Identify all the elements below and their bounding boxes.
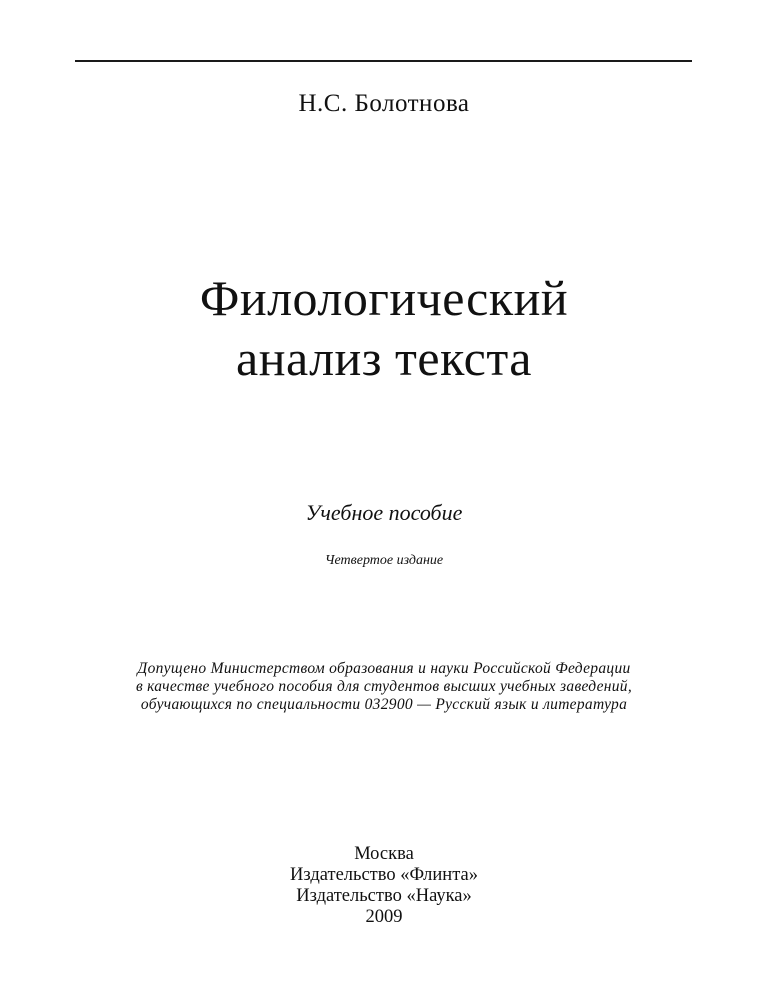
book-title-line-1: Филологический — [199, 270, 569, 326]
imprint-block — [0, 844, 768, 928]
approval-line-3: обучающихся по специальности 032900 — Русский язык и литература — [140, 696, 628, 713]
top-rule-divider — [75, 60, 692, 62]
approval-statement — [0, 660, 768, 714]
imprint-publisher-2: Издательство «Наука» — [296, 886, 472, 906]
approval-line-2: в качестве учебного пособия для студентов высших учебных заведений, — [135, 678, 633, 695]
approval-line-1: Допущено Министерством образования и науки Российской Федерации — [137, 660, 631, 677]
imprint-publisher-1: Издательство «Флинта» — [290, 865, 478, 885]
book-title-line-2: анализ текста — [236, 330, 532, 386]
book-title — [0, 268, 768, 388]
author-name: Н.С. Болотнова — [298, 90, 470, 117]
imprint-year: 2009 — [365, 907, 403, 927]
imprint-city: Москва — [354, 844, 414, 864]
book-subtitle: Учебное пособие — [305, 500, 463, 525]
edition-label: Четвертое издание — [324, 553, 444, 568]
